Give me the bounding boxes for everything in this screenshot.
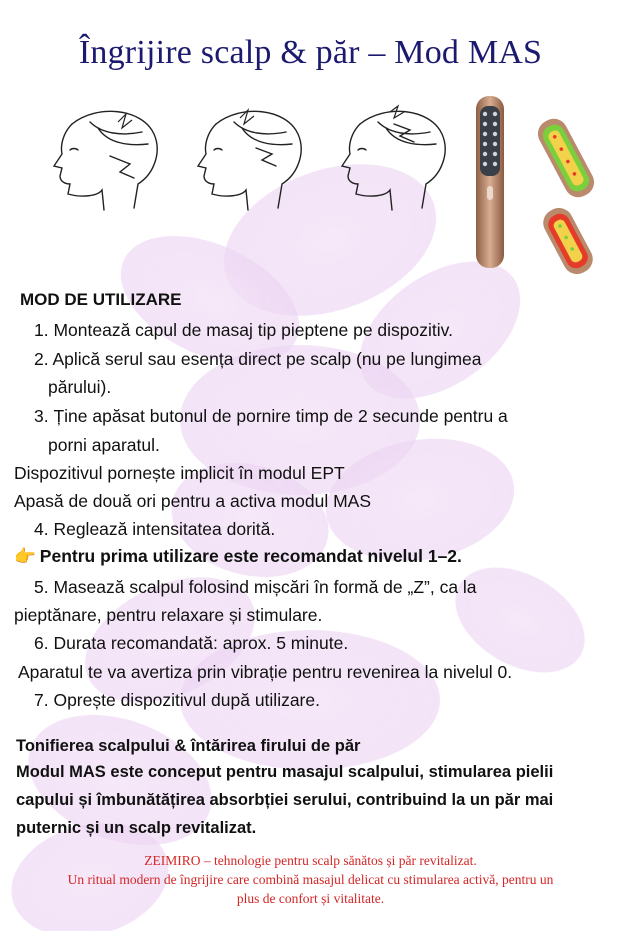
red-led-head-icon [535, 204, 601, 278]
step-2-line-1: 2. Aplică serul sau esența direct pe scalp (nu pe lungimea [34, 349, 482, 369]
step-2-line-2: părului). [48, 377, 112, 397]
pointing-hand-icon: 👉 [14, 546, 36, 566]
step-5-line-2: pieptănare, pentru relaxare și stimulare. [14, 605, 323, 625]
outro-line-1: Modul MAS este conceput pentru masajul scalpului, stimularea pielii [16, 763, 554, 781]
step-7: 7. Oprește dispozitivul după utilizare. [34, 690, 320, 710]
first-use-tip [14, 546, 462, 567]
head-sideview-1-icon [42, 104, 172, 216]
step-1: 1. Montează capul de masaj tip pieptene pe dispozitiv. [34, 320, 453, 340]
footer-line-2: Un ritual modern de îngrijire care combină masajul delicat cu stimularea activă, pentru un [67, 872, 554, 887]
outro-line-2: capului și îmbunătățirea absorbției serului, contribuind la un păr mai [16, 791, 554, 809]
step-3-line-1: 3. Ține apăsat butonul de pornire timp de 2 secunde pentru a [34, 406, 508, 426]
green-led-head-icon [533, 112, 599, 204]
page-title: Îngrijire scalp & păr – Mod MAS [78, 34, 543, 71]
step-6: 6. Durata recomandată: aprox. 5 minute. [34, 633, 349, 653]
step-4: 4. Reglează intensitatea dorită. [34, 519, 276, 539]
footer-line-1: ZEIMIRO – tehnologie pentru scalp sănătos și păr revitalizat. [144, 853, 477, 868]
note-ept-default: Dispozitivul pornește implicit în modul EPT [14, 463, 345, 483]
note-vibration: Aparatul te va avertiza prin vibrație pentru revenirea la nivelul 0. [18, 662, 513, 682]
head-sideview-2-icon [186, 104, 316, 216]
step-5-line-1: 5. Masează scalpul folosind mișcări în formă de „Z”, ca la [34, 577, 477, 597]
outro-heading: Tonifierea scalpului & întărirea firului de păr [16, 737, 361, 755]
illustration-strip [0, 92, 621, 277]
massage-comb-device-icon [470, 94, 510, 272]
instructions-heading: MOD DE UTILIZARE [20, 290, 182, 309]
note-mas-activate: Apasă de două ori pentru a activa modul MAS [14, 491, 372, 511]
head-sideview-3-icon [330, 104, 460, 216]
footer-line-3: plus de confort și vitalitate. [236, 891, 385, 906]
step-3-line-2: porni aparatul. [48, 435, 160, 455]
first-use-tip-text: Pentru prima utilizare este recomandat nivelul 1–2. [39, 546, 462, 566]
outro-line-3: puternic și un scalp revitalizat. [16, 819, 257, 837]
